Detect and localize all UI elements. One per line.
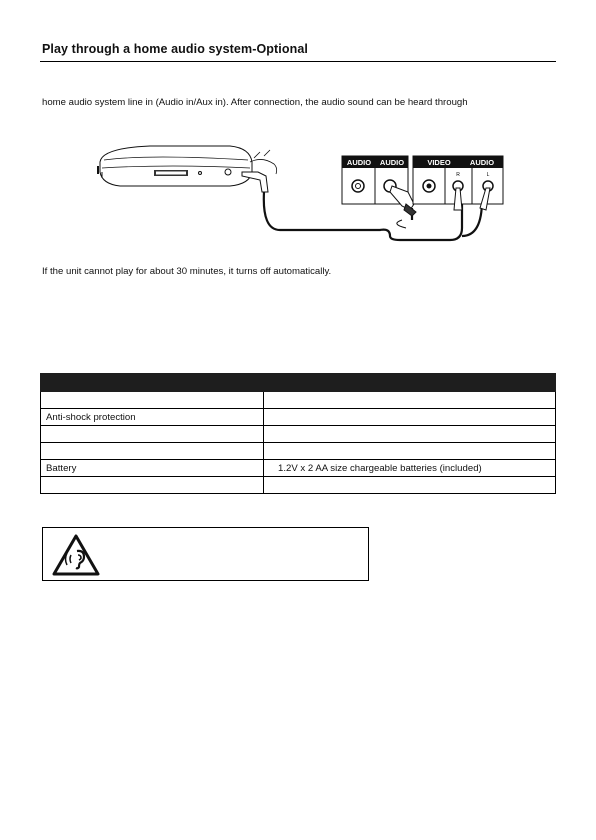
channel-right-label: R [456,172,460,178]
connection-diagram [90,140,510,252]
panel-audio-label-2: AUDIO [379,158,405,167]
panel-audio-label-3: AUDIO [469,158,495,167]
spec-value: 1.2V x 2 AA size chargeable batteries (included) [264,460,556,477]
headphone-plug [242,150,277,192]
auto-off-note: If the unit cannot play for about 30 minutes, it turns off automatically. [42,266,332,277]
panel-audio-label-1: AUDIO [346,158,372,167]
table-row [41,443,556,460]
audio-jack-port [352,180,364,192]
table-row [41,477,556,494]
cd-player-illustration [98,146,252,186]
spec-name [41,426,264,443]
spec-name [41,443,264,460]
hearing-warning-icon [51,533,101,577]
spec-name [41,392,264,409]
spec-value [264,426,556,443]
spec-value [264,392,556,409]
specifications-table [40,373,556,494]
title-underline [40,61,556,62]
channel-left-label: L [486,172,490,178]
spec-value [264,477,556,494]
spec-name: Battery [41,460,264,477]
intro-text: home audio system line in (Audio in/Aux in). After connection, the audio sound can be heard through [42,97,468,108]
spec-value [264,409,556,426]
section-title: Play through a home audio system-Optional [42,42,308,56]
table-row [41,409,556,426]
table-row [41,392,556,409]
table-header-row [41,374,556,392]
spec-name: Anti-shock protection [41,409,264,426]
hearing-warning-box [42,527,369,581]
panel-video-label: VIDEO [427,158,451,167]
spec-value [264,443,556,460]
spec-name [41,477,264,494]
table-row [41,426,556,443]
table-row [41,460,556,477]
